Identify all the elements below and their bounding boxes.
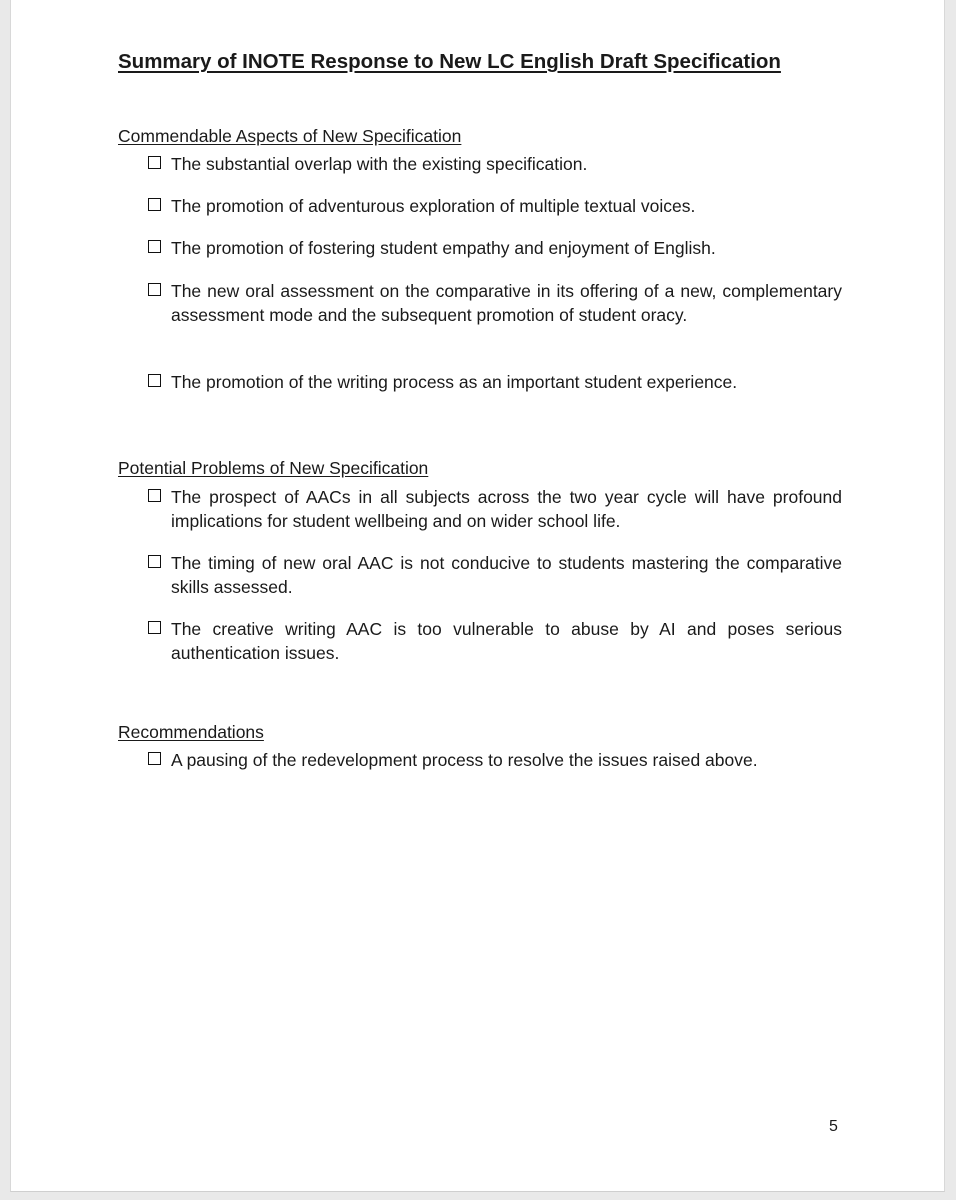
list-item [148,370,842,394]
list-item-text: The prospect of AACs in all subjects across the two year cycle will have profound implications for student wellbeing and on wider school life. [171,487,842,531]
list-item [148,279,842,327]
checkbox-icon [148,283,161,296]
list-item-text: The substantial overlap with the existing specification. [171,154,588,174]
checkbox-icon [148,489,161,502]
list-item-text: The promotion of fostering student empathy and enjoyment of English. [171,238,716,258]
list-item [148,194,842,218]
section-heading-recommendations: Recommendations [118,722,264,742]
checkbox-icon [148,752,161,765]
list-item-text: The new oral assessment on the comparative in its offering of a new, complementary assessment mode and the subsequent promotion of student oracy. [171,281,842,325]
page-title: Summary of INOTE Response to New LC English Draft Specification [118,50,781,73]
checkbox-icon [148,240,161,253]
checkbox-icon [148,198,161,211]
section-heading-problems: Potential Problems of New Specification [118,458,429,478]
list-item-text: The creative writing AAC is too vulnerable to abuse by AI and poses serious authentication issues. [171,619,842,663]
checkbox-icon [148,374,161,387]
list-item-text: The promotion of adventurous exploration of multiple textual voices. [171,196,696,216]
checkbox-icon [148,156,161,169]
list-item [148,485,842,533]
page-number: 5 [829,1118,838,1135]
list-item [148,152,842,176]
section-heading-commendable: Commendable Aspects of New Specification [118,126,462,146]
list-item-text: The promotion of the writing process as an important student experience. [171,372,738,392]
document-page [10,0,945,1192]
checkbox-icon [148,555,161,568]
checkbox-icon [148,621,161,634]
list-item-text: A pausing of the redevelopment process to resolve the issues raised above. [171,750,758,770]
list-item [148,748,842,772]
list-item [148,617,842,665]
list-item-text: The timing of new oral AAC is not conducive to students mastering the comparative skills assessed. [171,553,842,597]
list-item [148,236,842,260]
list-item [148,551,842,599]
